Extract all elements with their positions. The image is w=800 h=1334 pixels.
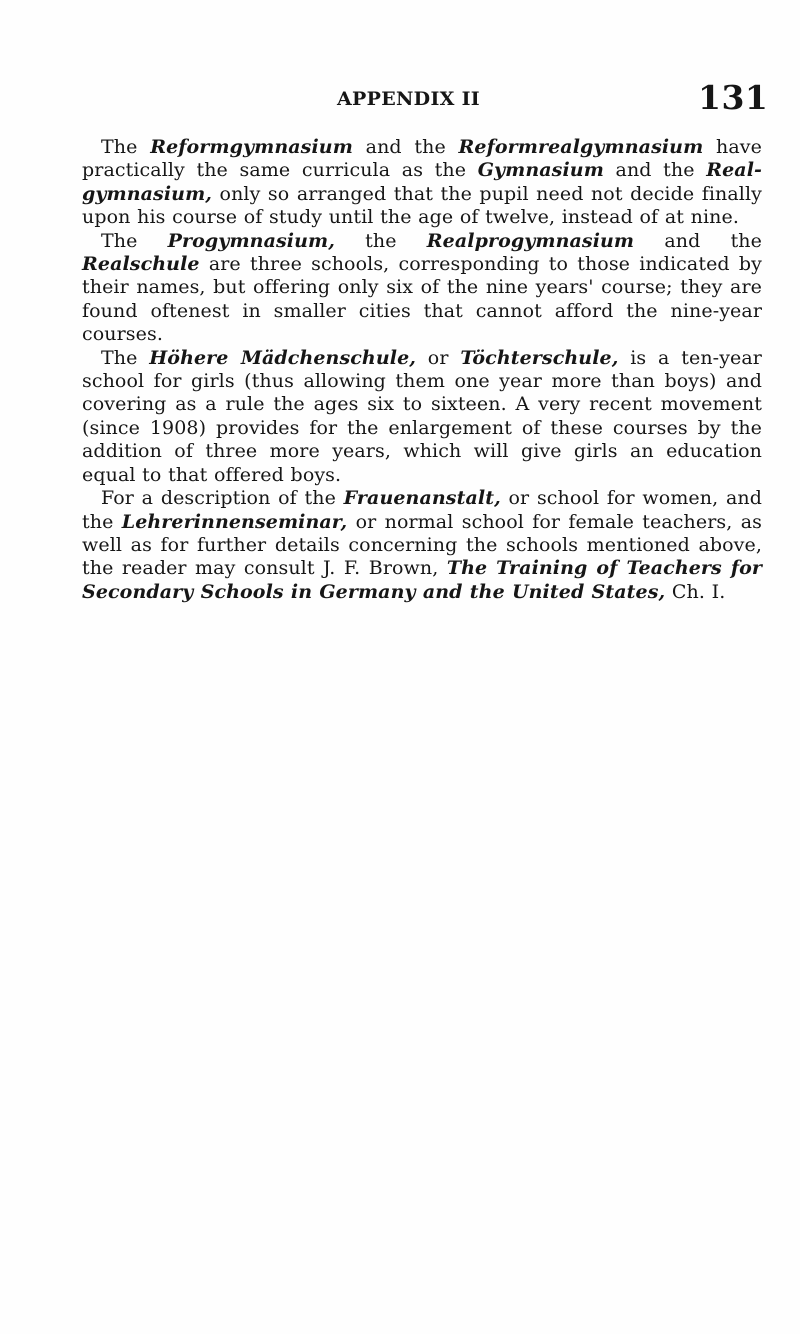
text-run: Ch. I. <box>665 580 726 603</box>
running-head-title: APPENDIX II <box>337 88 480 110</box>
text-run: or school for women, and the <box>82 487 762 533</box>
running-head <box>0 80 800 120</box>
page-number: 131 <box>698 78 769 117</box>
paragraph <box>82 230 762 347</box>
text-run: are three schools, corresponding to those indicated by their names, but offering only six of the nine years' course; they are found oftenest in smaller cities that cannot afford the nine-year courses. <box>82 253 762 346</box>
text-run: and the <box>352 136 459 158</box>
text-run: is a ten-year school for girls (thus allowing them one year more than boys) and covering as a rule the ages six to sixteen. A very recent movement (since 1908) provides for the enlargement of these courses by the addition of three more years, which will give girls an education equal to that offered boys. <box>82 346 762 486</box>
italic-term: Progymnasium, <box>167 229 335 252</box>
italic-term: Realprogymnasium <box>426 229 635 252</box>
italic-term: Höhere Mädchenschule, <box>149 346 416 369</box>
text-run: only so arranged that the pupil need not decide finally upon his course of study until the age of twelve, instead of at nine. <box>82 182 762 229</box>
text-run: The <box>101 229 168 252</box>
paragraph <box>82 136 762 230</box>
italic-term: Gymnasium <box>477 159 604 182</box>
text-run: and the <box>634 229 762 252</box>
text-run: or <box>415 346 461 369</box>
text-run: The <box>101 136 151 158</box>
text-run: the <box>334 229 427 252</box>
text-run: For a description of the <box>101 487 344 510</box>
italic-term: Reformgymnasium <box>150 136 353 158</box>
text-run: and the <box>603 159 707 182</box>
paragraph <box>82 347 762 487</box>
italic-term: The Training of Teachers for Secondary Schools in Germany and the United States, <box>82 557 763 603</box>
text-run: have practically the same curricula as the <box>82 136 762 182</box>
italic-term: Real-gymnasium, <box>82 159 762 205</box>
italic-term: Frauenanstalt, <box>343 487 501 510</box>
italic-term: Reformrealgymnasium <box>458 136 704 158</box>
paragraph <box>82 487 762 604</box>
text-run: The <box>101 346 150 369</box>
body-text <box>82 136 762 604</box>
italic-term: Lehrerinnenseminar, <box>121 510 348 533</box>
text-run: or normal school for female teachers, as well as for further details concerning the schools mentioned above, the reader may consult J. F. Brown, <box>82 510 762 580</box>
italic-term: Realschule <box>82 253 200 276</box>
italic-term: Töchterschule, <box>460 346 619 369</box>
